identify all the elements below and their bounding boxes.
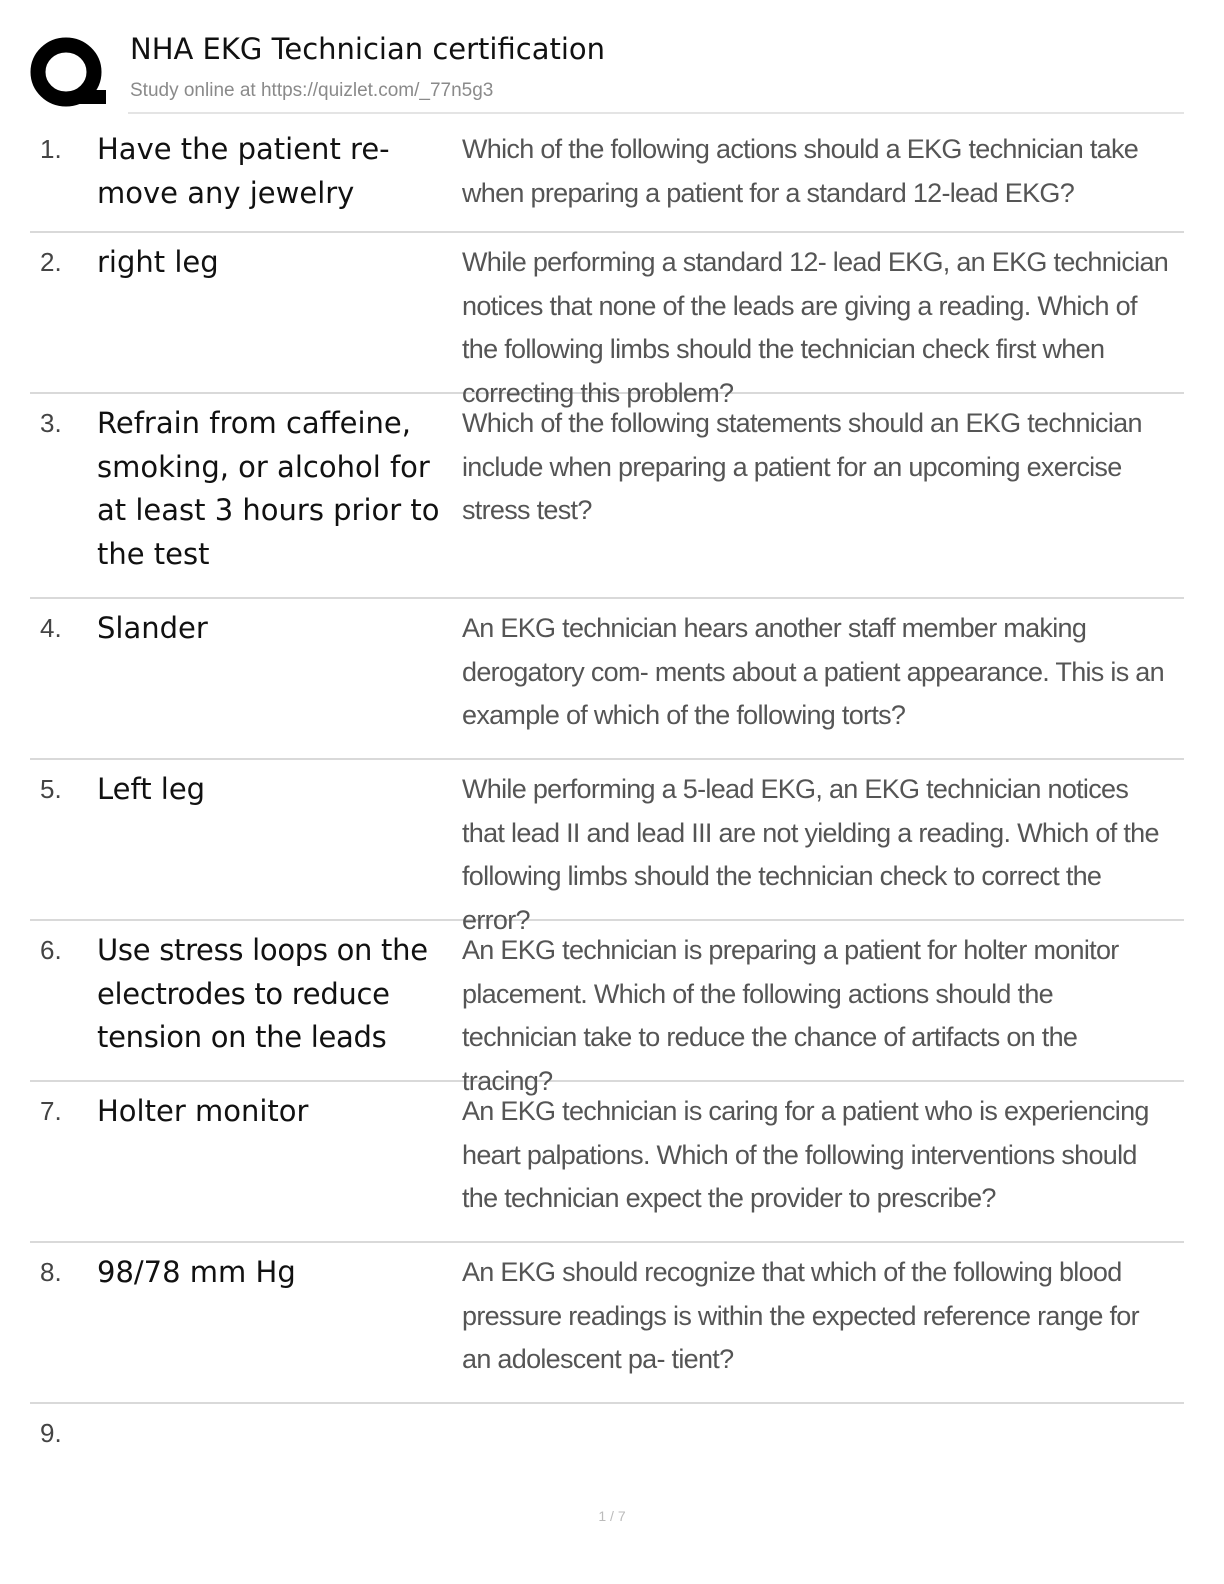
flashcard-row [30,233,1184,408]
card-term: Refrain from caffeine, smoking, or alcohol for at least 3 hours prior to the test [97,406,440,571]
card-number: 1. [40,134,62,164]
card-definition: Which of the following actions should a EKG technician take when preparing a patient for a standard 12-lead EKG? [462,134,1139,208]
flashcard-row [30,394,1184,599]
card-definition: An EKG technician is preparing a patient for holter monitor placement. Which of the following actions should the technician take to reduce the chance of artifacts on the tracing? [462,935,1119,1096]
quizlet-logo-icon [30,34,108,112]
flashcard-row [30,760,1184,935]
header-divider [128,112,1184,114]
card-term: Slander [97,611,208,645]
card-number: 5. [40,774,62,804]
card-definition: While performing a standard 12- lead EKG, an EKG technician notices that none of the leads are giving a reading. Which of the following limbs should the technician check first when correcting this problem? [462,247,1169,408]
flashcard-row [30,599,1184,760]
card-number: 7. [40,1096,62,1126]
flashcard-row [30,120,1184,233]
card-definition: While performing a 5-lead EKG, an EKG technician notices that lead II and lead III are not yielding a reading. Which of the following limbs should the technician check to correct the error? [462,774,1159,935]
card-number: 4. [40,613,62,643]
flashcard-list [30,120,1184,1484]
flashcard-row [30,1243,1184,1404]
page-title: NHA EKG Technician certification [130,32,606,66]
flashcard-row [30,1082,1184,1243]
flashcard-row [30,1404,1184,1484]
card-term: 98/78 mm Hg [97,1255,296,1289]
page-number: 1 / 7 [598,1508,626,1524]
card-number: 8. [40,1257,62,1287]
card-definition: An EKG should recognize that which of the following blood pressure readings is within the expected reference range for an adolescent pa- tient? [462,1257,1139,1374]
card-number: 2. [40,247,62,277]
card-definition: An EKG technician is caring for a patient who is experiencing heart palpations. Which of the following interventions should the technician expect the provider to prescribe? [462,1096,1149,1213]
card-number: 6. [40,935,62,965]
card-number: 3. [40,408,62,438]
flashcard-row [30,921,1184,1096]
card-definition: Which of the following statements should an EKG technician include when preparing a patient for an upcoming exercise stress test? [462,408,1142,525]
card-term: Have the patient re- move any jewelry [97,132,390,210]
page-header [28,28,1184,114]
card-term: Use stress loops on the electrodes to reduce tension on the leads [97,933,428,1054]
card-term: Holter monitor [97,1094,309,1128]
card-term: Left leg [97,772,206,806]
study-online-link[interactable]: Study online at https://quizlet.com/_77n5g3 [130,80,494,101]
card-definition: An EKG technician hears another staff member making derogatory com- ments about a patient appearance. This is an example of which of the following torts? [462,613,1164,730]
card-term: right leg [97,245,219,279]
card-number: 9. [40,1418,62,1448]
